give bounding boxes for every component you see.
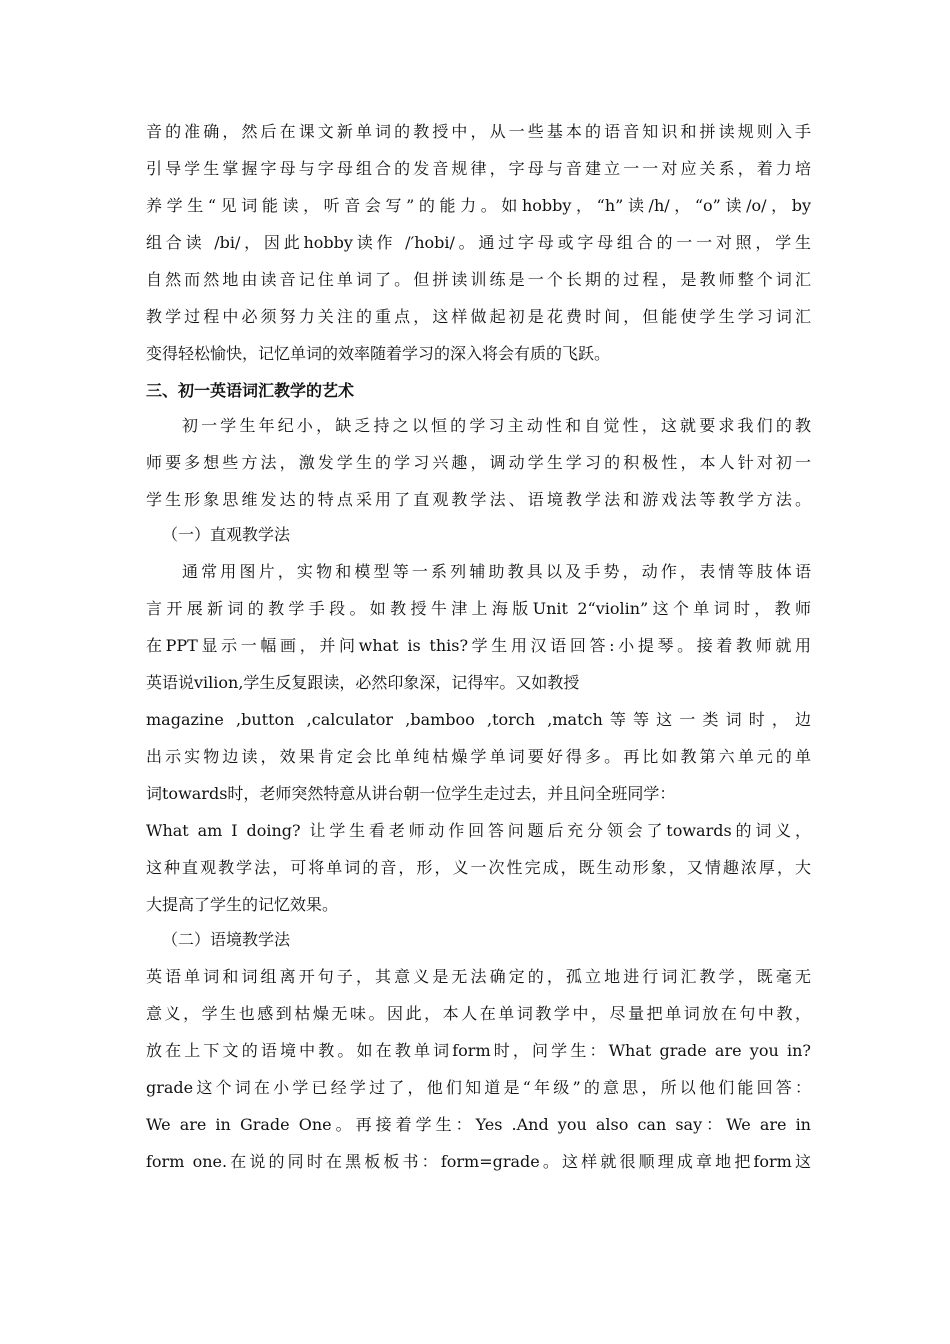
text-line: 言开展新词的教学手段。如教授牛津上海版Unit 2“violin”这个单词时，教师 [146,599,811,618]
text-line: 音的准确，然后在课文新单词的教授中，从一些基本的语音知识和拼读规则入手 [146,122,811,141]
subsection-heading: （二）语境教学法 [162,930,291,949]
text-line: 组合读 /bi/，因此hobby读作 /′hobi/。通过字母或字母组合的一一对照，学生 [146,233,811,252]
text-line: 引导学生掌握字母与字母组合的发音规律，字母与音建立一一对应关系，着力培 [146,159,811,178]
text-line: 英语说vilion,学生反复跟读，必然印象深，记得牢。又如教授 [146,673,580,692]
text-line: 出示实物边读，效果肯定会比单纯枯燥学单词要好得多。再比如教第六单元的单 [146,747,811,766]
text-line: 在PPT显示一幅画，并问what is this?学生用汉语回答:小提琴。接着教师就用 [146,636,811,655]
text-line: 变得轻松愉快，记忆单词的效率随着学习的深入将会有质的飞跃。 [146,344,611,363]
text-line: 词towards时，老师突然特意从讲台朝一位学生走过去，并且问全班同学： [146,784,676,803]
text-line: 自然而然地由读音记住单词了。但拼读训练是一个长期的过程，是教师整个词汇 [146,270,811,289]
text-line: 师要多想些方法，激发学生的学习兴趣，调动学生学习的积极性，本人针对初一 [146,453,811,472]
text-line: 放在上下文的语境中教。如在教单词form时，问学生：What grade are you in? [146,1041,811,1060]
text-line: 英语单词和词组离开句子，其意义是无法确定的，孤立地进行词汇教学，既毫无 [146,967,811,986]
text-line: 教学过程中必须努力关注的重点，这样做起初是花费时间，但能使学生学习词汇 [146,307,811,326]
text-line: magazine ,button ,calculator ,bamboo ,torch ,match等等这一类词时，边 [146,710,811,729]
text-line: 养学生“见词能读，听音会写”的能力。如hobby，“h”读/h/，“o”读/o/，by [146,196,811,215]
text-line: 意义，学生也感到枯燥无味。因此，本人在单词教学中，尽量把单词放在句中教， [146,1004,811,1023]
text-line: What am I doing? 让学生看老师动作回答问题后充分领会了towards的词义， [146,821,811,840]
text-line: grade这个词在小学已经学过了，他们知道是“年级”的意思，所以他们能回答： [146,1078,811,1097]
text-line: 这种直观教学法，可将单词的音，形，义一次性完成，既生动形象，又情趣浓厚，大 [146,858,811,877]
text-line: form one.在说的同时在黑板板书：form=grade。这样就很顺理成章地把form这 [146,1152,811,1171]
text-line: 学生形象思维发达的特点采用了直观教学法、语境教学法和游戏法等教学方法。 [146,490,811,509]
section-heading: 三、初一英语词汇教学的艺术 [146,381,355,400]
text-line: We are in Grade One。再接着学生：Yes .And you also can say：We are in [146,1115,811,1134]
text-line: 初一学生年纪小，缺乏持之以恒的学习主动性和自觉性，这就要求我们的教 [182,416,811,435]
text-line: 大提高了学生的记忆效果。 [146,895,339,914]
subsection-heading: （一）直观教学法 [162,525,291,544]
text-line: 通常用图片，实物和模型等一系列辅助教具以及手势，动作，表情等肢体语 [182,562,811,581]
